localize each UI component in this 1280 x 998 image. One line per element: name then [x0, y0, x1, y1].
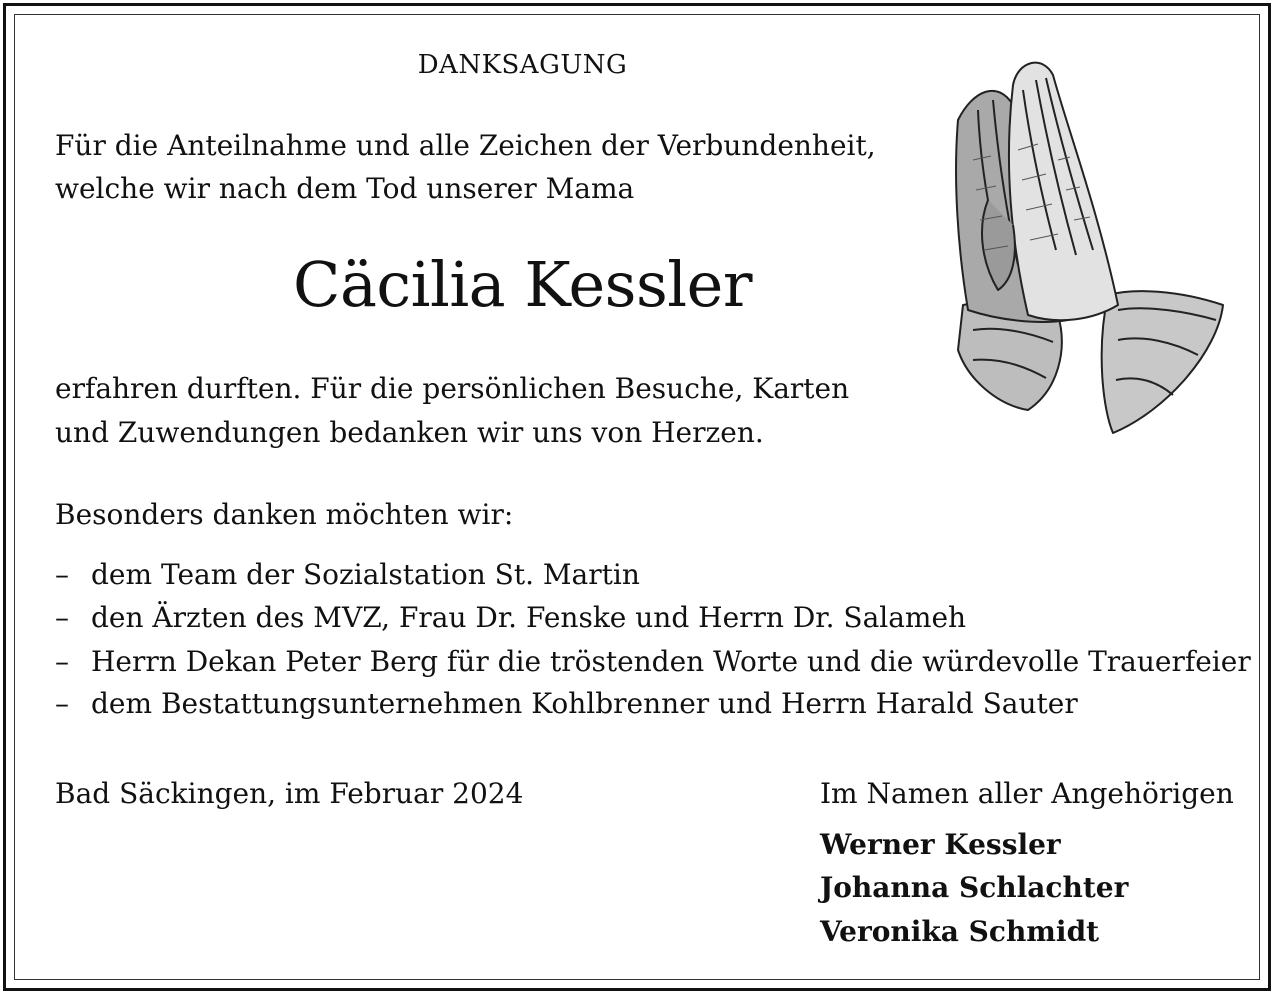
special-thanks-title: Besonders danken möchten wir: — [55, 498, 514, 531]
dash-bullet: – — [55, 601, 69, 634]
praying-hands-icon — [918, 50, 1230, 438]
intro-line-1: Für die Anteilnahme und alle Zeichen der Verbundenheit, — [55, 129, 876, 162]
signatory-3: Veronika Schmidt — [820, 915, 1100, 948]
place-date: Bad Säckingen, im Februar 2024 — [55, 777, 524, 810]
deceased-name: Cäcilia Kessler — [293, 248, 752, 321]
on-behalf: Im Namen aller Angehörigen — [820, 777, 1234, 810]
signatory-1: Werner Kessler — [820, 828, 1061, 861]
list-item-text: dem Team der Sozialstation St. Martin — [91, 558, 640, 591]
list-item — [55, 558, 640, 591]
dash-bullet: – — [55, 687, 69, 720]
signatory-2: Johanna Schlachter — [820, 871, 1129, 904]
list-item-text: den Ärzten des MVZ, Frau Dr. Fenske und Herrn Dr. Salameh — [91, 601, 967, 634]
list-item-text: dem Bestattungsunternehmen Kohlbrenner und Herrn Harald Sauter — [91, 687, 1078, 720]
heading: DANKSAGUNG — [417, 50, 628, 80]
after-name-line-1: erfahren durften. Für die persönlichen Besuche, Karten — [55, 372, 850, 405]
dash-bullet: – — [55, 558, 69, 591]
intro-line-2: welche wir nach dem Tod unserer Mama — [55, 172, 635, 205]
list-item-text: Herrn Dekan Peter Berg für die tröstenden Worte und die würdevolle Trauerfeier — [91, 645, 1251, 678]
list-item — [55, 687, 1078, 720]
list-item — [55, 645, 1251, 678]
dash-bullet: – — [55, 645, 69, 678]
after-name-line-2: und Zuwendungen bedanken wir uns von Herzen. — [55, 416, 764, 449]
list-item — [55, 601, 967, 634]
